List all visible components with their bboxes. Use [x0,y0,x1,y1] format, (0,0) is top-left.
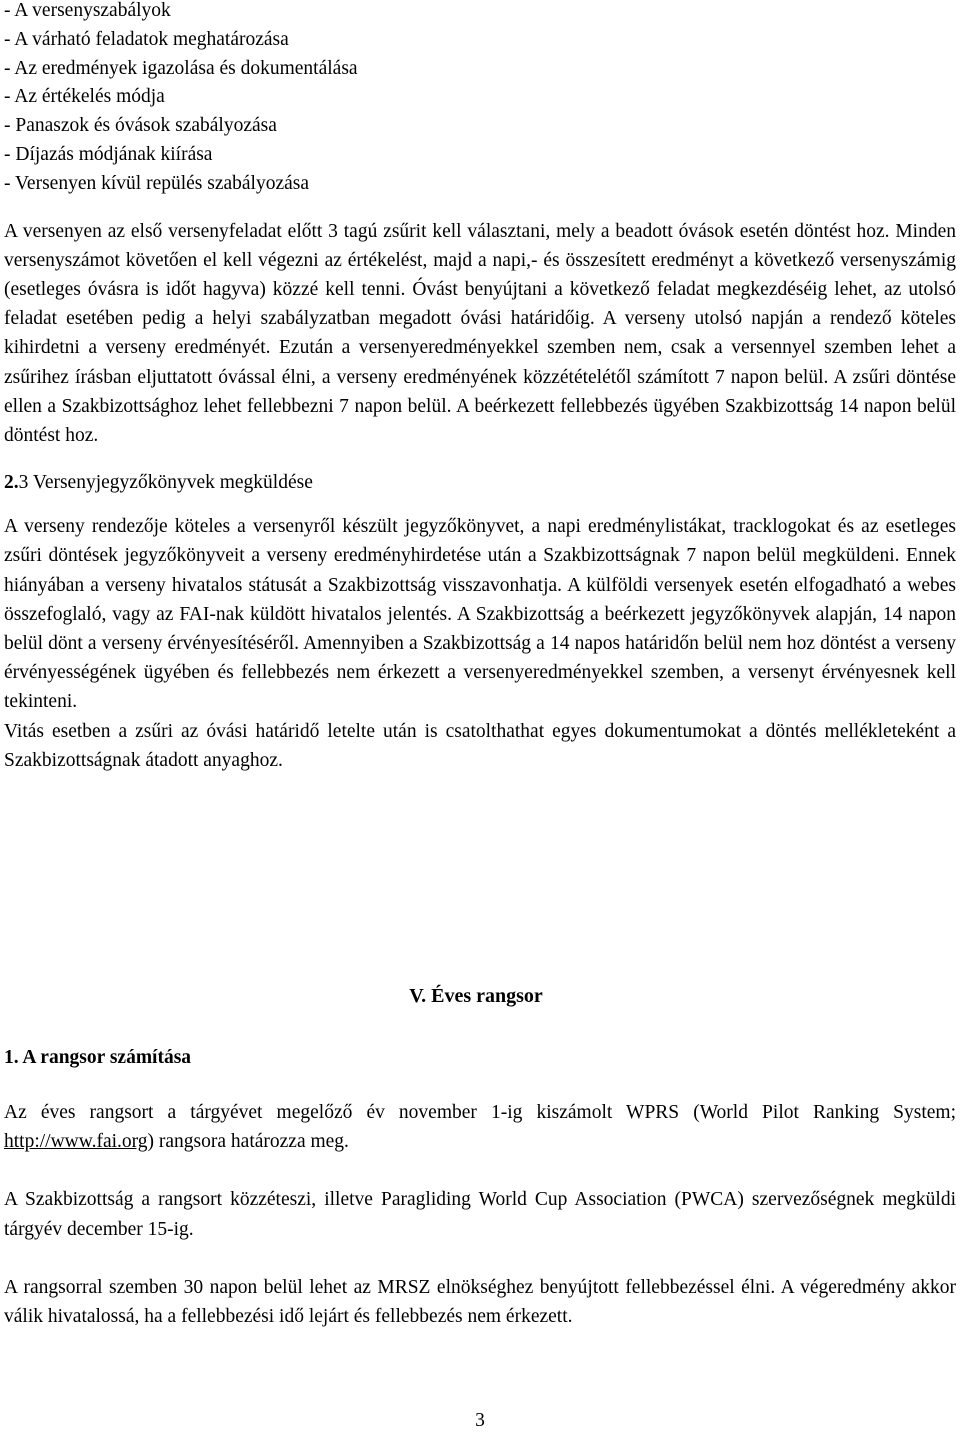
reports-paragraph: A verseny rendezője köteles a versenyről készült jegyzőkönyvet, a napi eredménylistákat, tracklogokat és az esetleges zsűri döntések jegyzőkönyveit a verseny eredményhirdetése után a Szakbizottságnak 7 napon belül megküldeni. Ennek hiányában a verseny hivatalos státusát a Szakbizottság visszavonhatja. A külföldi versenyek esetén elfogadható a webes összefoglaló, vagy az FAI-nak küldött hivatalos jelentés. A Szakbizottság a beérkezett jegyzőkönyvek alapján, 14 napon belül dönt a verseny érvényesítéséről. Amennyiben a Szakbizottság a 14 napos határidőn belül nem hoz döntést a verseny érvényességének ügyében és fellebbezés nem érkezett a versenyeredményekkel szemben, a versenyt érvényesnek kell tekinteni. [4,516,956,713]
wprs-text-after: ) rangsora határozza meg. [147,1131,349,1153]
list-item: - Az eredmények igazolása és dokumentálása [4,57,358,79]
section-number-rest: 3 [18,472,29,494]
jury-paragraph: A versenyen az első versenyfeladat előtt 3 tagú zsűrit kell választani, mely a beadott óvások esetén döntést hoz. Minden versenyszámot követően el kell végezni az értékelést, majd a napi,- és összesített eredményt a következő versenyszámig (esetleges óvásra is időt hagyva) közzé kell tenni. Óvást benyújtani a következő feladat megkezdéséig lehet, az utolsó feladat esetében pedig a helyi szabályzatban megadott óvási határidőig. A verseny utolsó napján a rendező köteles kihirdetni a verseny eredményét. Ezután a versenyeredményekkel szemben nem, csak a versennyel szemben lehet a zsűrihez írásban eljuttatott óvással élni, a verseny eredményének közzétételétől számított 7 napon belül. A zsűri döntése ellen a Szakbizottsághoz lehet fellebbezni 7 napon belül. A beérkezett fellebbezés ügyében Szakbizottság 14 napon belül döntést hoz. [4,220,956,446]
wprs-paragraph [4,1098,956,1156]
chapter-body [4,1043,956,1331]
chapter-title: V. Éves rangsor [409,985,543,1007]
subheading: 1. A rangsor számítása [4,1047,192,1068]
section-heading-2-3 [4,468,956,497]
list-item: - Díjazás módjának kiírása [4,143,213,165]
list-item: - A versenyszabályok [4,0,171,21]
wprs-text-before: Az éves rangsort a tárgyévet megelőző év november 1-ig kiszámolt WPRS (World Pilot Ranking System; [4,1102,956,1123]
publish-paragraph: A Szakbizottság a rangsort közzéteszi, illetve Paragliding World Cup Association (PWCA) szervezőségnek megküldi tárgyév december 15-ig. [4,1189,956,1240]
list-item: - A várható feladatok meghatározása [4,28,289,50]
document-page [4,0,956,775]
section-number: 2. [4,472,19,494]
bullet-list [4,0,956,199]
page-number: 3 [475,1410,485,1431]
dispute-paragraph: Vitás esetben a zsűri az óvási határidő letelte után is csatolthathat egyes dokumentumokat a döntés mellékleteként a Szakbizottságnak átadott anyaghoz. [4,720,956,771]
list-item: - Az értékelés módja [4,86,165,108]
appeal-paragraph: A rangsorral szemben 30 napon belül lehet az MRSZ elnökséghez benyújtott fellebbezéssel élni. A végeredmény akkor válik hivatalossá, ha a fellebbezési idő lejárt és fellebbezés nem érkezett. [4,1276,956,1328]
list-item: - Versenyen kívül repülés szabályozása [4,172,310,194]
section-title: Versenyjegyzőkönyvek megküldése [28,472,313,494]
fai-link[interactable]: http://www.fai.org [4,1131,148,1153]
list-item: - Panaszok és óvások szabályozása [4,115,277,137]
